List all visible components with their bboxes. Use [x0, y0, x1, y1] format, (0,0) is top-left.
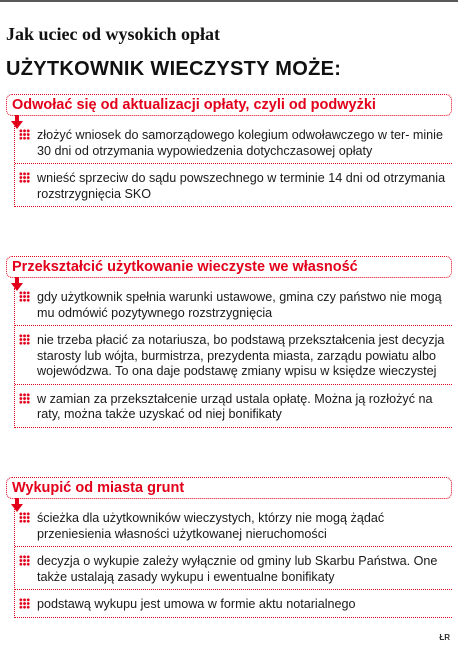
item-list: [14, 509, 452, 618]
top-rule: [0, 0, 458, 2]
item-list: [14, 126, 452, 207]
dot-grid-icon: [19, 555, 30, 566]
list-item: [15, 169, 452, 207]
page-title: Jak uciec od wysokich opłat: [6, 24, 221, 44]
dot-grid-icon: [19, 291, 30, 302]
section-title: Odwołać się od aktualizacji opłaty, czyli od podwyżki: [12, 97, 376, 113]
item-text: wnieść sprzeciw do sądu powszechnego w terminie 14 dni od otrzymania rozstrzygnięcia SKO: [37, 171, 446, 201]
list-item: [15, 595, 452, 618]
item-text: podstawą wykupu jest umowa w formie aktu notarialnego: [37, 597, 356, 611]
section-appeal: [6, 94, 452, 207]
list-item: [15, 331, 452, 385]
list-item: [15, 509, 452, 547]
section-header: [6, 94, 452, 116]
item-text: złożyć wniosek do samorządowego kolegium odwoławczego w ter- minie 30 dni od otrzymania wypowiedzenia dotychczasowej opłaty: [37, 128, 443, 158]
dot-grid-icon: [19, 172, 30, 183]
dot-grid-icon: [19, 512, 30, 523]
section-buyout: [6, 477, 452, 618]
item-list: [14, 288, 452, 428]
item-text: nie trzeba płacić za notariusza, bo podstawą przekształcenia jest decyzja starosty lub wójta, burmistrza, prezydenta miasta, zarządu powiatu albo wojewódzwa. To ona daje podstawę zmiany wpisu w księdze wieczystej: [37, 333, 445, 378]
section-header: [6, 477, 452, 499]
section-header: [6, 256, 452, 278]
dot-grid-icon: [19, 598, 30, 609]
dot-grid-icon: [19, 334, 30, 345]
list-item: [15, 126, 452, 164]
dot-grid-icon: [19, 129, 30, 140]
section-title: Wykupić od miasta grunt: [12, 480, 185, 496]
dot-grid-icon: [19, 393, 30, 404]
page-subtitle: UŻYTKOWNIK WIECZYSTY MOŻE:: [6, 58, 342, 80]
item-text: w zamian za przekształcenie urząd ustala opłatę. Można ją rozłożyć na raty, można także uzyskać od niej bonifikaty: [37, 391, 433, 421]
section-conversion: [6, 256, 452, 428]
item-text: decyzja o wykupie zależy wyłącznie od gminy lub Skarbu Państwa. One także ustalają zasady wykupu i ewentualne bonifikaty: [37, 554, 438, 584]
author-credit: ŁR: [439, 633, 450, 642]
list-item: [15, 390, 452, 428]
section-title: Przekształcić użytkowanie wieczyste we własność: [12, 259, 358, 275]
list-item: [15, 288, 452, 326]
item-text: gdy użytkownik spełnia warunki ustawowe, gmina czy państwo nie mogą mu odmówić pozytywnego rozstrzygnięcia: [37, 290, 442, 320]
list-item: [15, 552, 452, 590]
item-text: ścieżka dla użytkowników wieczystych, którzy nie mogą żądać przeniesienia własności użytkowanej nieruchomości: [37, 511, 385, 541]
